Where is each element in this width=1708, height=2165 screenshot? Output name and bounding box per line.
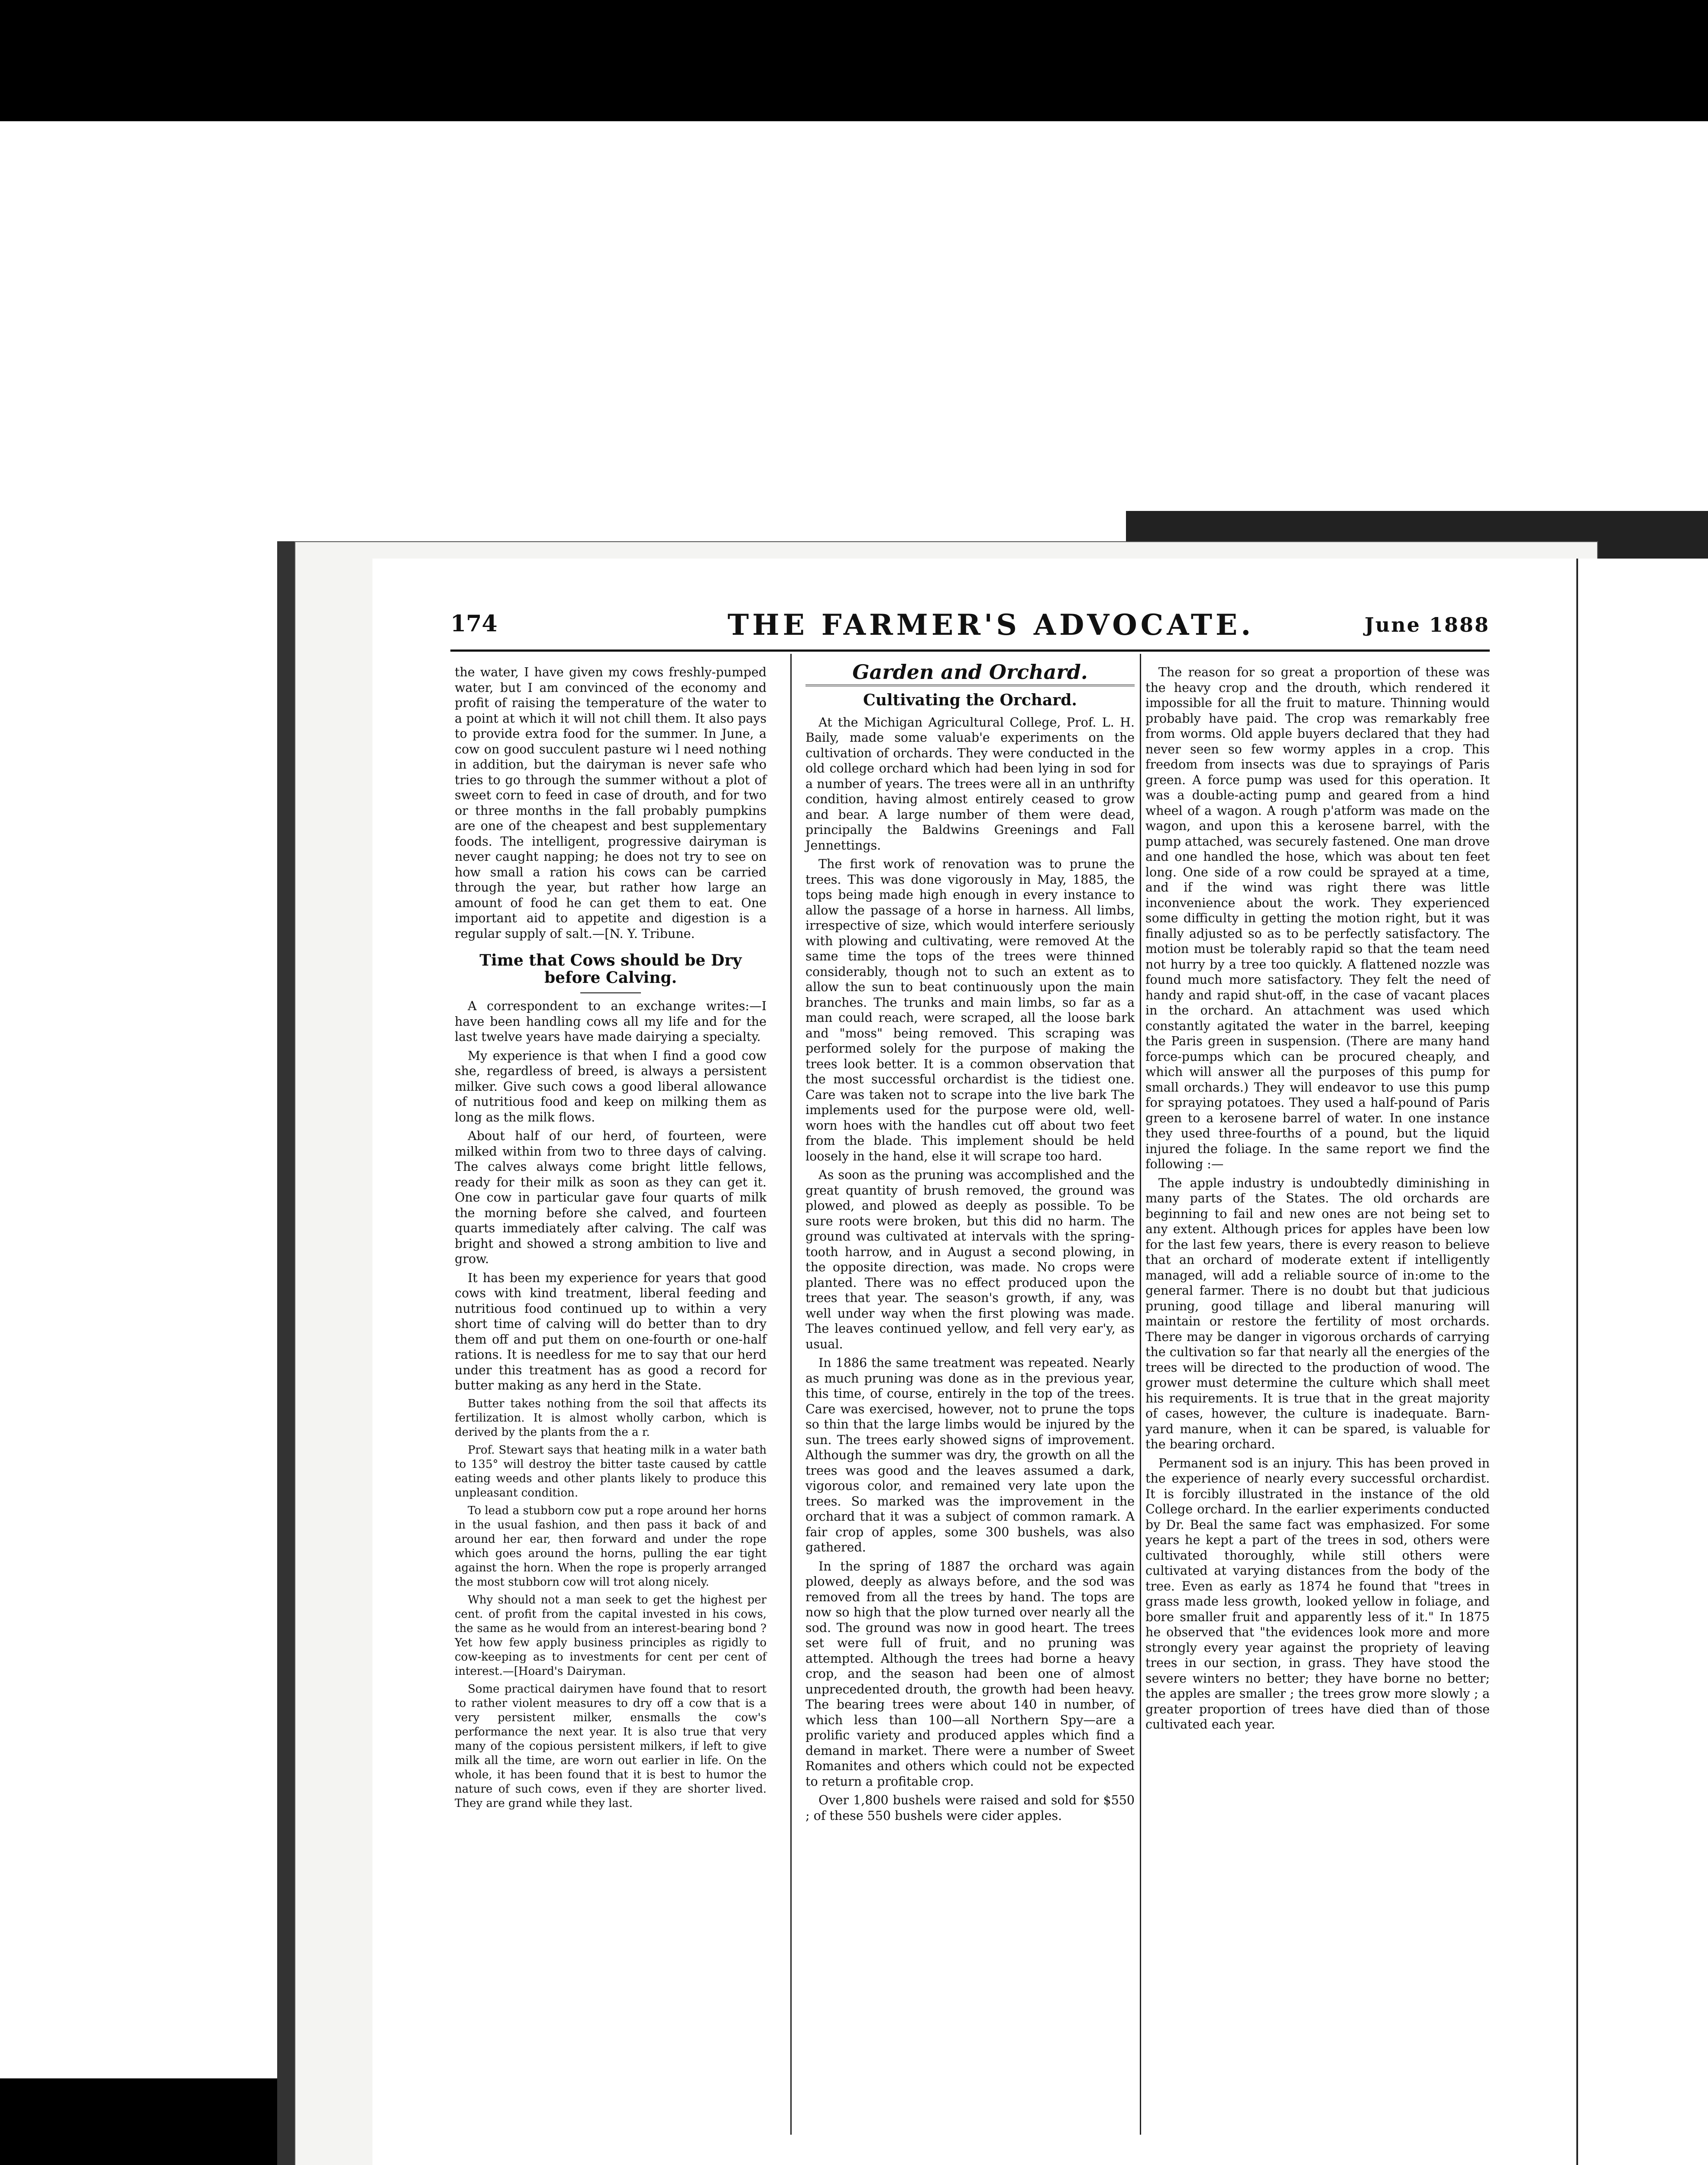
header-rule [450, 650, 1490, 652]
article-heading: Cultivating the Orchard. [863, 691, 1077, 709]
issue-date: June 1888 [1365, 613, 1490, 637]
paragraph: Some practical dairymen have found that to resort to rather violent measures to dry off a cow that is a very persistent milker, ensmalls the cow's performance the next year. It is also true that very many of the copious persistent milkers, if left to give milk all the time, are worn out earlier in life. On the whole, it has been found that it is best to humor the nature of such cows, even if they are shorter lived. They are grand while they last. [455, 1682, 767, 1810]
paragraph: At the Michigan Agricultural College, Prof. L. H. Baily, made some valuab'e experiments on the cultivation of orchards. They were conducted in the old college orchard which had been lying in sod for a number of years. The trees were all in an unthrifty condition, having almost entirely ceased to grow and bear. A large number of them were dead, principally the Baldwins Greenings and Fall Jennettings. [805, 715, 1135, 853]
column-2 [805, 660, 1135, 1827]
column-3 [1145, 665, 1490, 1736]
paragraph: In the spring of 1887 the orchard was again plowed, deeply as always before, and the sod was removed from all the trees by hand. The tops are now so high that the plow turned over nearly all the sod. The ground was now in good heart. The trees set were full of fruit, and no pruning was attempted. Although the trees had borne a heavy crop, and the season had been one of almost unprecedented drouth, the growth had been heavy. The bearing trees were about 140 in number, of which less than 100—all Northern Spy—are a prolific variety and produced apples which find a demand in market. There were a number of Sweet Romanites and others which could not be expected to return a profitable crop. [805, 1559, 1135, 1789]
column-1 [455, 665, 767, 1814]
paragraph: Permanent sod is an injury. This has been proved in the experience of nearly every successful orchardist. It is forcibly illustrated in the instance of the old College orchard. In the earlier experiments conducted by Dr. Beal the same fact was emphasized. For some years he kept a part of the trees in sod, others were cultivated thoroughly, while still others were cultivated at varying distances from the body of the tree. Even as early as 1874 he found that "trees in grass made less growth, looked yellow in foliage, and bore smaller fruit and apparently less of it." In 1875 he observed that "the evidences look more and more strongly every year against the propriety of leaving trees in our section, in grass. They have stood the severe winters no better; they have borne no better; the apples are smaller ; the trees grow more slowly ; a greater proportion of trees have died than of those cultivated each year. [1145, 1456, 1490, 1732]
divider [580, 992, 641, 993]
paragraph: The reason for so great a proportion of these was the heavy crop and the drouth, which rendered it impossible for all the fruit to mature. Thinning would probably have paid. The crop was remarkably free from worms. Old apple buyers declared that they had never seen so few wormy apples in a crop. This freedom from insects was due to sprayings of Paris green. A force pump was used for this operation. It was a double-acting pump and geared from a hind wheel of a wagon. A rough p'atform was made on the wagon, and upon this a kerosene barrel, with the pump attached, was securely fastened. One man drove and one handled the hose, which was about ten feet long. One side of a row could be sprayed at a time, and if the wind was right there was little inconvenience about the work. They experienced some difficulty in getting the motion right, but it was finally adjusted so as to be perfectly satisfactory. The motion must be tolerably rapid so that the team need not hurry by a tree too quickly. A flattened nozzle was found much more satisfactory. They felt the need of handy and rapid shut-off, in the case of vacant places in the orchard. An attachment was used which constantly agitated the water in the barrel, keeping the Paris green in suspension. (There are many hand force-pumps which can be procured cheaply, and which will answer all the purposes of this pump for small orchards.) They will endeavor to use this pump for spraying potatoes. They used a half-pound of Paris green to a kerosene barrel of water. In one instance they used three-fourths of a pound, but the liquid injured the foliage. In the same report we find the following :— [1145, 665, 1490, 1171]
paragraph: As soon as the pruning was accomplished and the great quantity of brush removed, the ground was plowed, and plowed as deeply as possible. To be sure roots were broken, but this did no harm. The ground was cultivated at intervals with the spring-tooth harrow, and in August a second plowing, in the opposite direction, was made. No crops were planted. There was no effect produced upon the trees that year. The season's growth, if any, was well under way when the first plowing was made. The leaves continued yellow, and fell very ear'y, as usual. [805, 1168, 1135, 1351]
paragraph: Why should not a man seek to get the highest per cent. of profit from the capital invested in his cows, the same as he would from an interest-bearing bond ? Yet how few apply business principles as rigidly to cow-keeping as to investments for cent per cent of interest.—[Hoard's Dairyman. [455, 1593, 767, 1678]
page-number: 174 [450, 611, 498, 637]
department-heading: Garden and Orchard. [805, 665, 1135, 686]
paragraph: The first work of renovation was to prune the trees. This was done vigorously in May, 1885, the tops being made high enough in every instance to allow the passage of a horse in harness. All limbs, irrespective of size, which would interfere seriously with plowing and cultivating, were removed At the same time the tops of the trees were thinned considerably, though not to such an extent as to allow the sun to beat continuously upon the main branches. The trunks and main limbs, so far as a man could reach, were scraped, all the loose bark and "moss" being removed. This scraping was performed solely for the purpose of making the trees look better. It is a common observation that the most successful orchardist is the tidiest one. Care was taken not to scrape into the live bark The implements used for the purpose were old, well-worn hoes with the handles cut off about two feet from the blade. This implement should be held loosely in the hand, else it will scrape too hard. [805, 857, 1135, 1163]
paragraph: In 1886 the same treatment was repeated. Nearly as much pruning was done as in the previous year, this time, of course, entirely in the top of the trees. Care was exercised, however, not to prune the tops so thin that the large limbs would be injured by the sun. The trees early showed signs of improvement. Although the summer was dry, the growth on all the trees was good and the leaves assumed a dark, vigorous color, and remained very late upon the trees. So marked was the improvement in the orchard that it was a subject of common ramark. A fair crop of apples, some 300 bushels, was also gathered. [805, 1356, 1135, 1554]
paragraph: It has been my experience for years that good cows with kind treatment, liberal feeding and nutritious food continued up to within a very short time of calving will do better than to dry them off and put them on one-fourth or one-half rations. It is needless for me to say that our herd under this treatment has as good a record for butter making as any herd in the State. [455, 1270, 767, 1393]
column-rule-2 [1140, 654, 1141, 2135]
paragraph: Prof. Stewart says that heating milk in a water bath to 135° will destroy the bitter taste caused by cattle eating weeds and other plants likely to produce this unpleasant condition. [455, 1443, 767, 1499]
paragraph: My experience is that when I find a good cow she, regardless of breed, is always a persistent milker. Give such cows a good liberal allowance of nutritious food and keep on milking them as long as the milk flows. [455, 1048, 767, 1125]
paragraph: The apple industry is undoubtedly diminishing in many parts of the States. The old orchards are beginning to fail and new ones are not being set to any extent. Although prices for apples have been low for the last few years, there is every reason to believe that an orchard of moderate extent if intelligently managed, will add a reliable source of in:ome to the general farmer. There is no doubt but that judicious pruning, good tillage and liberal manuring will maintain or restore the fertility of most orchards. There may be danger in vigorous orchards of carrying the cultivation so far that nearly all the energies of the trees will be directed to the production of wood. The grower must determine the culture which shall meet his requirements. It is true that in the great majority of cases, however, the culture is inadequate. Barn-yard manure, when it can be spared, is valuable for the bearing orchard. [1145, 1176, 1490, 1451]
paragraph: A correspondent to an exchange writes:—I have been handling cows all my life and for the last twelve years have made dairying a specialty. [455, 999, 767, 1044]
running-header [450, 608, 1490, 642]
publication-title: THE FARMER'S ADVOCATE. [728, 608, 1255, 642]
paragraph: the water, I have given my cows freshly-pumped water, but I am convinced of the economy and profit of raising the temperature of the water to a point at which it will not chill them. It also pays to provide extra food for the summer. In June, a cow on good succulent pasture wi l need nothing in addition, but the dairyman is never safe who tries to go through the summer without a plot of sweet corn to feed in case of drouth, and for two or three months in the fall probably pumpkins are one of the cheapest and best supplementary foods. The intelligent, progressive dairyman is never caught napping; he does not try to see on how small a ration his cows can be carried through the year, but rather how large an amount of food he can get them to eat. One important aid to appetite and digestion is a regular supply of salt.—[N. Y. Tribune. [455, 665, 767, 941]
paragraph: Over 1,800 bushels were raised and sold for $550 ; of these 550 bushels were cider apples. [805, 1793, 1135, 1823]
paragraph: Butter takes nothing from the soil that affects its fertilization. It is almost wholly carbon, which is derived by the plants from the a r. [455, 1397, 767, 1439]
paragraph: To lead a stubborn cow put a rope around her horns in the usual fashion, and then pass it back of and around her ear, then forward and under the rope which goes around the horns, pulling the ear tight against the horn. When the rope is properly arranged the most stubborn cow will trot along nicely. [455, 1504, 767, 1589]
next-page-edge [1576, 559, 1708, 2165]
column-rule-1 [790, 654, 792, 2135]
article-heading: Time that Cows should be Dry before Calving. [479, 951, 742, 987]
paragraph: About half of our herd, of fourteen, were milked within from two to three days of calving. The calves always come bright little fellows, ready for their milk as soon as they can get it. One cow in particular gave four quarts of milk the morning before she calved, and fourteen quarts immediately after calving. The calf was bright and showed a strong ambition to live and grow. [455, 1129, 767, 1266]
